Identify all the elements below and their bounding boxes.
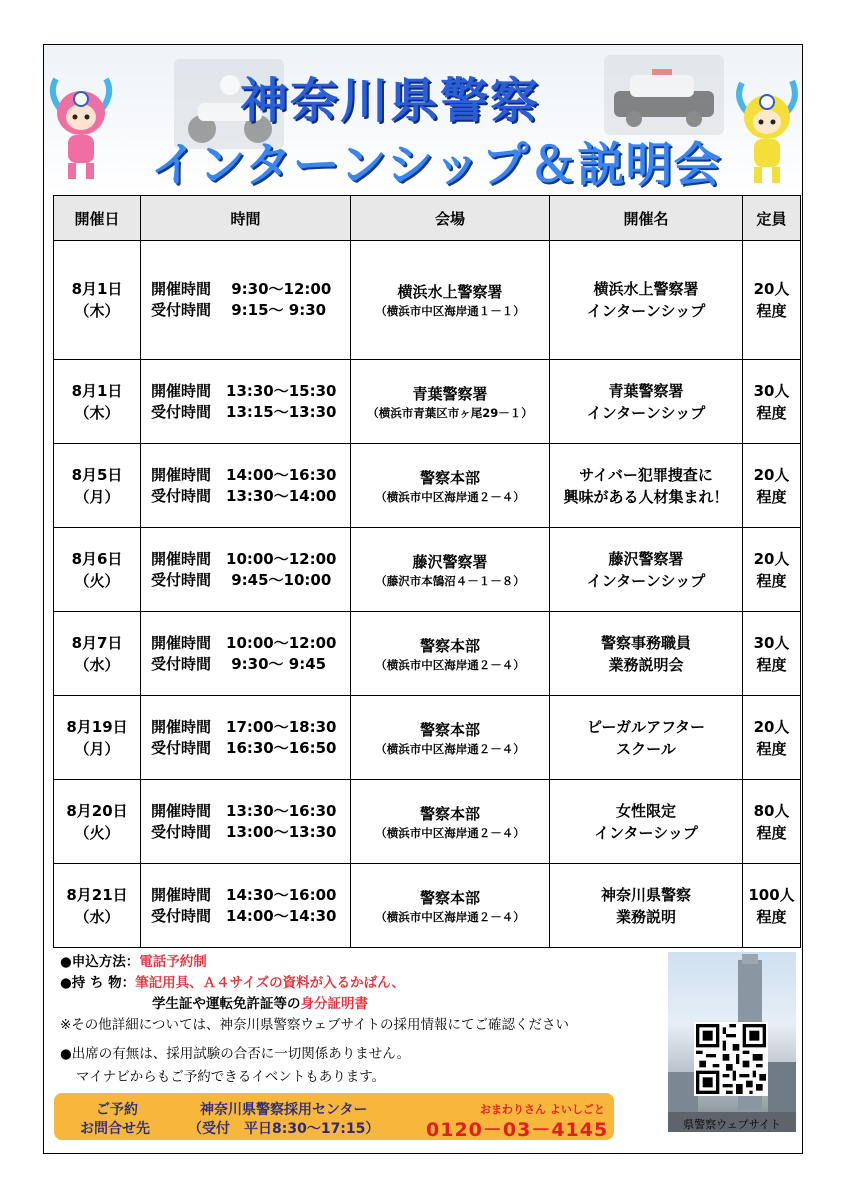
date-cell: 8月6日 （火）	[54, 528, 141, 612]
time-cell: 開催時間 10:00～12:00 受付時間 9:45～10:00	[141, 528, 351, 612]
belongings-value: 筆記用具、Ａ４サイズの資料が入るかばん、	[135, 975, 405, 991]
date-cell: 8月1日 （木）	[54, 360, 141, 444]
venue-cell: 藤沢警察署 （藤沢市本鵠沼４－１－８）	[351, 528, 550, 612]
date-cell: 8月21日 （水）	[54, 864, 141, 948]
capacity-cell: 100人 程度	[743, 864, 801, 948]
time-cell: 開催時間 17:00～18:30 受付時間 16:30～16:50	[141, 696, 351, 780]
table-row	[54, 864, 801, 948]
capacity-cell: 30人 程度	[743, 612, 801, 696]
table-header-row	[54, 196, 801, 241]
table-row	[54, 241, 801, 360]
apply-method-value: 電話予約制	[139, 954, 207, 970]
qr-code-icon[interactable]	[694, 1022, 768, 1096]
capacity-cell: 20人 程度	[743, 528, 801, 612]
event-cell: 女性限定 インターシップ	[550, 780, 743, 864]
event-cell: 横浜水上警察署 インターンシップ	[550, 241, 743, 360]
time-cell: 開催時間 13:30～16:30 受付時間 13:00～13:30	[141, 780, 351, 864]
table-row	[54, 360, 801, 444]
time-cell: 開催時間 9:30～12:00 受付時間 9:15～ 9:30	[141, 241, 351, 360]
capacity-cell: 20人 程度	[743, 444, 801, 528]
phone-number-link[interactable]: 0120－03－4145	[426, 1119, 609, 1141]
time-cell: 開催時間 10:00～12:00 受付時間 9:30～ 9:45	[141, 612, 351, 696]
event-cell: サイバー犯罪捜査に 興味がある人材集まれ！	[550, 444, 743, 528]
venue-cell: 警察本部 （横浜市中区海岸通２－４）	[351, 444, 550, 528]
time-cell: 開催時間 13:30～15:30 受付時間 13:15～13:30	[141, 360, 351, 444]
recruitment-center-name: 神奈川県警察採用センター	[200, 1102, 368, 1118]
date-cell: 8月19日 （月）	[54, 696, 141, 780]
phone-tagline: おまわりさん よいしごと	[480, 1103, 605, 1116]
venue-cell: 青葉警察署 （横浜市青葉区市ヶ尾29－１）	[351, 360, 550, 444]
time-cell: 開催時間 14:30～16:00 受付時間 14:00～14:30	[141, 864, 351, 948]
reservation-label: ご予約	[96, 1102, 138, 1118]
capacity-cell: 30人 程度	[743, 360, 801, 444]
contact-box	[54, 1093, 614, 1140]
event-cell: ピーガルアフター スクール	[550, 696, 743, 780]
office-hours: （受付 平日8:30～17:15）	[188, 1121, 380, 1137]
event-cell: 警察事務職員 業務説明会	[550, 612, 743, 696]
notes-section	[60, 952, 569, 1088]
apply-method-line: ●申込方法：電話予約制	[60, 954, 207, 970]
column-header-venue: 会場	[351, 196, 550, 241]
venue-cell: 警察本部 （横浜市中区海岸通２－４）	[351, 780, 550, 864]
table-row	[54, 696, 801, 780]
table-row	[54, 780, 801, 864]
date-cell: 8月5日 （月）	[54, 444, 141, 528]
event-cell: 藤沢警察署 インターンシップ	[550, 528, 743, 612]
column-header-date: 開催日	[54, 196, 141, 241]
id-document-text: 身分証明書	[300, 996, 368, 1012]
column-header-capacity: 定員	[743, 196, 801, 241]
venue-cell: 横浜水上警察署 （横浜市中区海岸通１－１）	[351, 241, 550, 360]
date-cell: 8月7日 （水）	[54, 612, 141, 696]
capacity-cell: 20人 程度	[743, 696, 801, 780]
column-header-event: 開催名	[550, 196, 743, 241]
date-cell: 8月20日 （火）	[54, 780, 141, 864]
event-cell: 青葉警察署 インターンシップ	[550, 360, 743, 444]
venue-cell: 警察本部 （横浜市中区海岸通２－４）	[351, 612, 550, 696]
table-row	[54, 528, 801, 612]
date-cell: 8月1日 （木）	[54, 241, 141, 360]
title-line-2: インターンシップ＆説明会	[150, 138, 722, 193]
schedule-table	[53, 195, 801, 948]
time-cell: 開催時間 14:00～16:30 受付時間 13:30～14:00	[141, 444, 351, 528]
table-row	[54, 444, 801, 528]
table-row	[54, 612, 801, 696]
belongings-line-2: 学生証や運転免許証等の身分証明書	[152, 996, 368, 1012]
venue-cell: 警察本部 （横浜市中区海岸通２－４）	[351, 696, 550, 780]
belongings-line: ●持 ち 物：筆記用具、Ａ４サイズの資料が入るかばん、	[60, 975, 405, 991]
pink-mascot-icon	[46, 73, 116, 183]
website-caption: 県警察ウェブサイト	[683, 1118, 781, 1131]
capacity-cell: 20人 程度	[743, 241, 801, 360]
inquiry-label: お問合せ先	[80, 1121, 150, 1137]
attendance-note: ●出席の有無は、採用試験の合否に一切関係ありません。	[60, 1046, 411, 1062]
event-cell: 神奈川県警察 業務説明	[550, 864, 743, 948]
venue-cell: 警察本部 （横浜市中区海岸通２－４）	[351, 864, 550, 948]
police-car-image	[604, 55, 724, 135]
title-line-1: 神奈川県警察	[239, 73, 540, 129]
detail-note: ※その他詳細については、神奈川県警察ウェブサイトの採用情報にてご確認ください	[60, 1017, 570, 1033]
capacity-cell: 80人 程度	[743, 780, 801, 864]
mynavi-note: マイナビからもご予約できるイベントもあります。	[76, 1069, 386, 1085]
column-header-time: 時間	[141, 196, 351, 241]
